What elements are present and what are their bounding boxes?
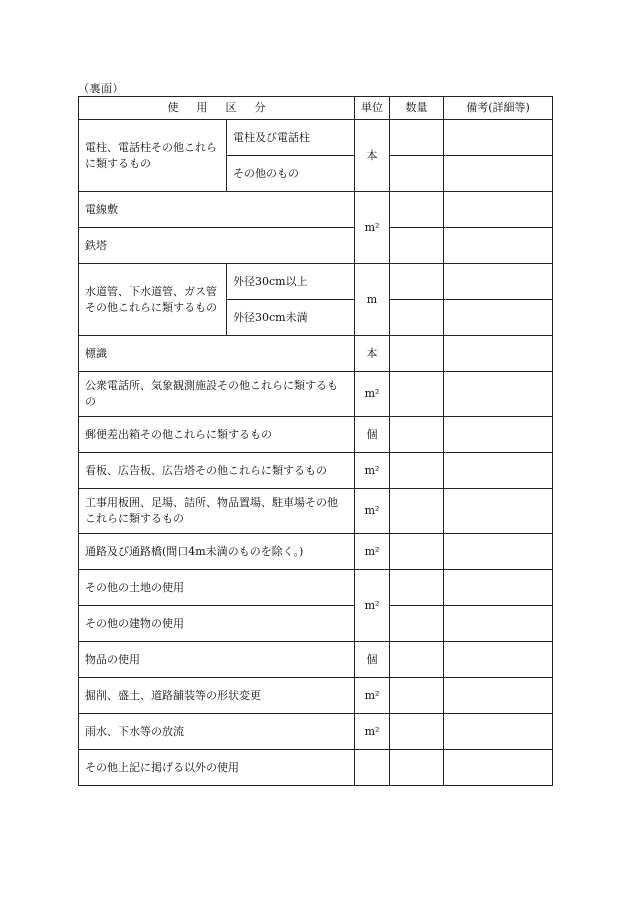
quantity-cell[interactable] [390,417,444,453]
remarks-cell[interactable] [444,417,553,453]
quantity-cell[interactable] [390,453,444,489]
cable-label: 電線敷 [79,192,355,228]
remarks-cell[interactable] [444,192,553,228]
pole-sub2-label: その他のもの [227,156,355,192]
pole-unit: 本 [355,120,390,192]
remarks-cell[interactable] [444,228,553,264]
other-use-label: その他上記に掲げる以外の使用 [79,750,355,786]
pole-sub1-label: 電柱及び電話柱 [227,120,355,156]
other-land-label: その他の土地の使用 [79,570,355,606]
table-row [79,264,553,300]
quantity-cell[interactable] [390,642,444,678]
table-row [79,606,553,642]
page-side-label: （裏面） [78,82,124,95]
remarks-cell[interactable] [444,453,553,489]
drainage-unit: m² [355,714,390,750]
signboard-unit: m² [355,453,390,489]
remarks-cell[interactable] [444,750,553,786]
construction-label: 工事用板囲、足場、詰所、物品置場、駐車場その他これらに類するもの [79,489,355,534]
bridge-unit: m² [355,534,390,570]
quantity-cell[interactable] [390,750,444,786]
pipe-sub2-label: 外径30cm未満 [227,300,355,336]
postbox-label: 郵便差出箱その他これらに類するもの [79,417,355,453]
quantity-cell[interactable] [390,336,444,372]
remarks-cell[interactable] [444,489,553,534]
quantity-cell[interactable] [390,606,444,642]
remarks-cell[interactable] [444,120,553,156]
quantity-cell[interactable] [390,192,444,228]
usage-classification-table [78,96,553,786]
quantity-cell[interactable] [390,570,444,606]
remarks-cell[interactable] [444,336,553,372]
table-row [79,489,553,534]
remarks-cell[interactable] [444,264,553,300]
pipe-group-label: 水道管、下水道管、ガス管その他これらに類するもの [79,264,227,336]
quantity-cell[interactable] [390,264,444,300]
quantity-cell[interactable] [390,228,444,264]
header-remarks: 備考(詳細等) [444,97,553,120]
header-row [79,97,553,120]
quantity-cell[interactable] [390,534,444,570]
pole-group-label: 電柱、電話柱その他これらに類するもの [79,120,227,192]
other-building-label: その他の建物の使用 [79,606,355,642]
quantity-cell[interactable] [390,489,444,534]
quantity-cell[interactable] [390,714,444,750]
table-row [79,750,553,786]
table-row [79,192,553,228]
quantity-cell[interactable] [390,372,444,417]
quantity-cell[interactable] [390,678,444,714]
postbox-unit: 個 [355,417,390,453]
drainage-label: 雨水、下水等の放流 [79,714,355,750]
table-row [79,453,553,489]
remarks-cell[interactable] [444,300,553,336]
cable-tower-unit: m² [355,192,390,264]
remarks-cell[interactable] [444,534,553,570]
goods-label: 物品の使用 [79,642,355,678]
remarks-cell[interactable] [444,714,553,750]
table-row [79,336,553,372]
excavation-label: 掘削、盛土、道路舗装等の形状変更 [79,678,355,714]
phone-booth-unit: m² [355,372,390,417]
table-row [79,714,553,750]
construction-unit: m² [355,489,390,534]
phone-booth-label: 公衆電話所、気象観測施設その他これらに類するもの [79,372,355,417]
pipe-sub1-label: 外径30cm以上 [227,264,355,300]
table-row [79,678,553,714]
other-use-unit [355,750,390,786]
table-row [79,534,553,570]
tower-label: 鉄塔 [79,228,355,264]
remarks-cell[interactable] [444,372,553,417]
header-unit: 単位 [355,97,390,120]
header-category: 使用区分 [79,97,355,120]
excavation-unit: m² [355,678,390,714]
table-row [79,642,553,678]
remarks-cell[interactable] [444,606,553,642]
signboard-label: 看板、広告板、広告塔その他これらに類するもの [79,453,355,489]
remarks-cell[interactable] [444,156,553,192]
quantity-cell[interactable] [390,300,444,336]
table-row [79,372,553,417]
bridge-label: 通路及び通路橋(間口4m未満のものを除く。) [79,534,355,570]
header-quantity: 数量 [390,97,444,120]
table-row [79,417,553,453]
table-row [79,570,553,606]
sign-unit: 本 [355,336,390,372]
table-row [79,228,553,264]
goods-unit: 個 [355,642,390,678]
quantity-cell[interactable] [390,120,444,156]
table-row [79,120,553,156]
other-unit: m² [355,570,390,642]
sign-label: 標識 [79,336,355,372]
remarks-cell[interactable] [444,570,553,606]
remarks-cell[interactable] [444,642,553,678]
pipe-unit: m [355,264,390,336]
quantity-cell[interactable] [390,156,444,192]
remarks-cell[interactable] [444,678,553,714]
